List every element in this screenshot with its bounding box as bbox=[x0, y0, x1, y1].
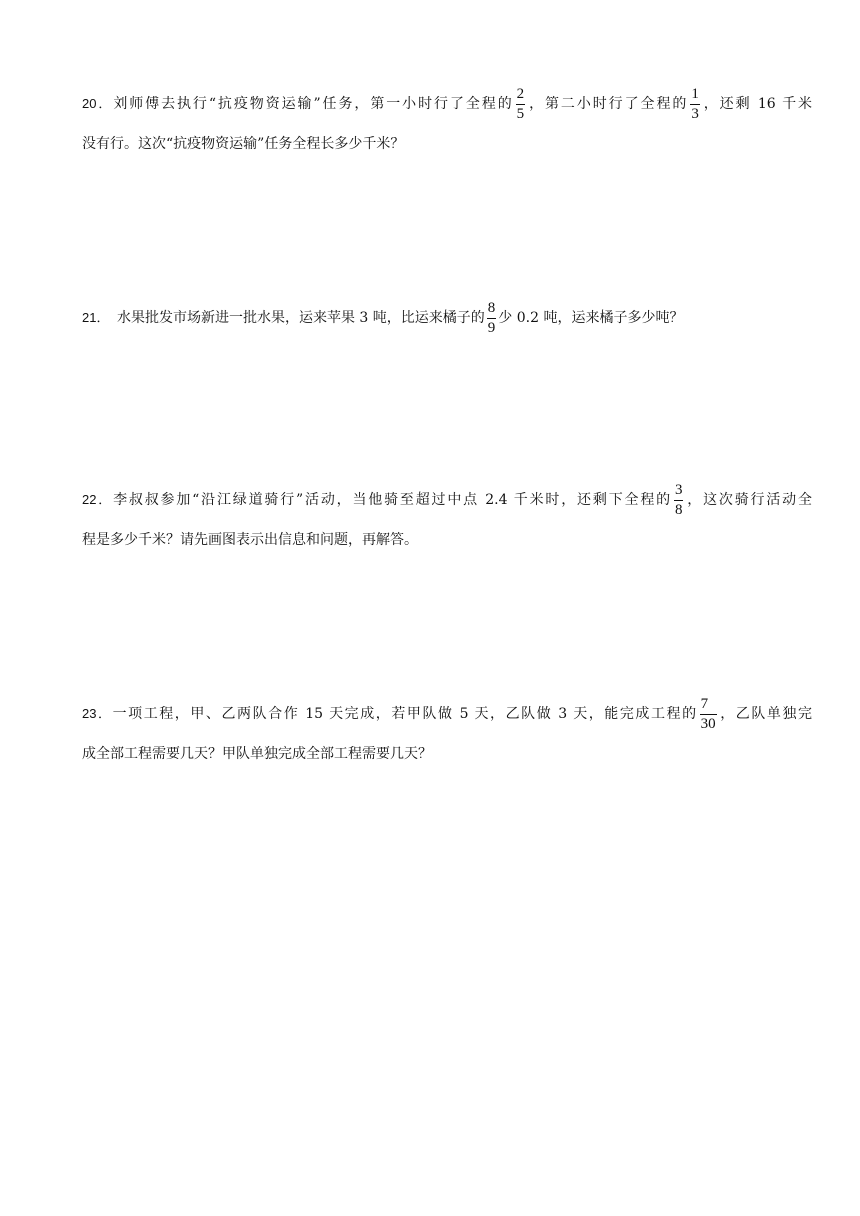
question-text: 少 0.2 吨，运来橘子多少吨？ bbox=[498, 310, 684, 326]
fraction-denominator: 8 bbox=[674, 501, 683, 518]
fraction-numerator: 7 bbox=[700, 697, 717, 715]
question-22-line-1 bbox=[82, 480, 812, 520]
fraction-numerator: 3 bbox=[674, 483, 684, 501]
question-21-line-1 bbox=[82, 298, 812, 338]
question-20-line-2: 没有行。这次“抗疫物资运输”任务全程长多少千米？ bbox=[82, 136, 405, 152]
question-text: 刘师傅去执行“抗疫物资运输”任务，第一小时行了全程的 bbox=[113, 96, 514, 112]
question-number: 21． bbox=[82, 310, 103, 325]
fraction-numerator: 2 bbox=[516, 87, 526, 105]
question-text: 水果批发市场新进一批水果，运来苹果 3 吨，比运来橘子的 bbox=[102, 310, 485, 326]
question-number: 23． bbox=[82, 706, 113, 721]
question-23-line-2: 成全部工程需要几天？甲队单独完成全部工程需要几天？ bbox=[82, 746, 432, 762]
question-text: ，这次骑行活动全 bbox=[685, 492, 812, 508]
question-22 bbox=[82, 480, 812, 560]
question-text: ，还剩 16 千米 bbox=[701, 96, 812, 112]
fraction bbox=[674, 483, 684, 518]
fraction-numerator: 1 bbox=[690, 87, 700, 105]
question-23 bbox=[82, 694, 812, 774]
fraction-denominator: 9 bbox=[487, 319, 496, 336]
fraction bbox=[690, 87, 700, 122]
question-text: ，乙队单独完 bbox=[718, 706, 813, 722]
question-number: 20． bbox=[82, 96, 114, 111]
question-20-line-1 bbox=[82, 84, 812, 124]
fraction-denominator: 3 bbox=[691, 105, 699, 122]
fraction bbox=[700, 697, 717, 732]
question-text: 一项工程，甲、乙两队合作 15 天完成，若甲队做 5 天，乙队做 3 天，能完成工程的 bbox=[112, 706, 698, 722]
fraction bbox=[516, 87, 526, 122]
question-20 bbox=[82, 84, 812, 164]
fraction-denominator: 5 bbox=[516, 105, 525, 122]
fraction-numerator: 8 bbox=[487, 301, 497, 319]
question-21 bbox=[82, 298, 812, 338]
question-text: ，第二小时行了全程的 bbox=[527, 96, 689, 112]
fraction-denominator: 30 bbox=[700, 715, 716, 732]
question-23-line-1 bbox=[82, 694, 812, 734]
question-text: 李叔叔参加“沿江绿道骑行”活动，当他骑至超过中点 2.4 千米时，还剩下全程的 bbox=[113, 492, 672, 508]
fraction bbox=[487, 301, 497, 336]
question-22-line-2: 程是多少千米？请先画图表示出信息和问题，再解答。 bbox=[82, 532, 418, 548]
question-number: 22． bbox=[82, 492, 114, 507]
